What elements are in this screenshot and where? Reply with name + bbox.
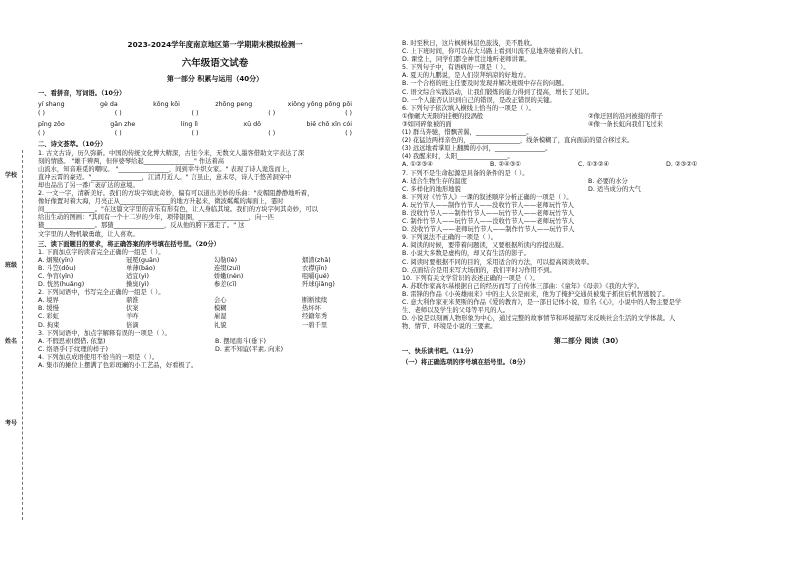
option: 会心 (214, 297, 227, 305)
right-line: 生、老师以及学生的父母等平凡的人。 (402, 307, 510, 315)
answer-row-1 (38, 110, 392, 118)
q2-line: 像好像置对着大海，月亮正从________________的地方升起来，微波粼粼的海面上，霎时 (38, 198, 284, 206)
pinyin: xū dō (243, 121, 261, 129)
cut-line (22, 150, 23, 520)
option: ①像碾大无限的挂梗的投涡般 (402, 112, 484, 120)
answer-blank[interactable]: ( ) (191, 110, 199, 118)
right-line: B. 没收竹节人——制作竹节人——玩竹节人——老师玩竹节人 (402, 209, 575, 217)
option-row (402, 121, 774, 129)
question: 2. 下列词语中，书写完全正确的一组是（ ）。 (38, 289, 165, 297)
right-line: 8. 下列对《竹节人》一课的叙述顺序分析正确的一项是（ ）。 (402, 193, 573, 201)
option: C. 多样化的地形地貌 (402, 185, 461, 193)
answer-blank[interactable]: ( ) (114, 130, 122, 138)
option: 雇湿 (214, 313, 227, 321)
right-line: A. 苏联作家高尔基根据自己的经历而写了自传体三部曲：《童年》《母亲》《我的大学》。 (402, 282, 644, 290)
option: C. 争宵(yīn) (38, 272, 74, 280)
right-line: C. 阅读时要根据不同的目的，采用适合的方法，可以提高阅读效率。 (402, 258, 594, 266)
exam-subtitle: 六年级语文试卷 (181, 58, 249, 69)
right-line: D. 课堂上，同学们都全神贯注地听老师讲课。 (402, 56, 531, 64)
option: 热坏坏 (302, 305, 321, 313)
margin-label-number: 考号 (5, 420, 18, 427)
option-row (402, 178, 774, 186)
q2-line: 给出生动的图画："其间有一个十二岁的少年，项带银圈，________________，向一匹 (38, 214, 274, 222)
option: ③如同碎象被的面 (402, 120, 452, 128)
option: 礼貌 (214, 321, 227, 329)
option-row (38, 281, 392, 289)
binding-margin (0, 0, 36, 561)
option: C. 络语乎(于纹理的样子) (38, 345, 108, 353)
q1-heading: 一、看拼音，写词语。（10分） (38, 90, 126, 97)
option: 一碧千里 (302, 321, 328, 329)
q2-heading: 二、诗文荟萃。（10分） (38, 141, 107, 149)
right-line: (1) 群马奔驰，惜飘苦翼，________________。 (402, 129, 533, 137)
right-line: B. 雷锋的作品《小英雄雨来》中的主人公是雨来，他为了掩护交通员被鬼子抓住后机智逃脱了。 (402, 290, 669, 298)
option: 连缀(zuì) (214, 264, 241, 272)
pinyin-row-1 (38, 101, 392, 109)
right-line: D. 点面结合是用来写大场面的，我们平时习作用不到。 (402, 266, 556, 274)
option: A. 适合生物生存的温度 (402, 177, 467, 185)
right-line: 9. 下列说法不正确的一项是（ ）。 (402, 234, 498, 242)
question: 4. 下列加点成语使用不恰当的一项是（ ）。 (38, 353, 159, 361)
option-row (38, 322, 392, 330)
option: ②像迂回的沿河被接的带子 (588, 112, 663, 120)
exam-title: 2023-2024学年度南京地区第一学期期末模拟检测一 (127, 40, 303, 49)
option: B. ②④③① (490, 161, 521, 169)
option-row (38, 257, 392, 265)
q2-line: 山流水，知音难觅的嘲叹。 "________________，间到幸牛织女家。" 表现了诗人诡选而上， (38, 165, 294, 173)
part-two-heading: 第二部分 阅读（30） (553, 337, 623, 346)
answer-blank[interactable]: ( ) (38, 110, 45, 118)
read-sec: 一、快乐读书吧。（11分） (402, 348, 477, 356)
right-line: B. 一个合格的班主任要及时发现并解决班级中存在的问题。 (402, 80, 568, 88)
option: C. ①③②④ (578, 161, 609, 169)
right-line: D. 没收竹节人——老师玩竹节人——制作竹节人——玩竹节人 (402, 226, 575, 234)
right-line: 物、情节、环境是小说的三要素。 (402, 323, 497, 331)
q2-line: 1. 古文古诗，历久弥新。中国的传统文化博大精深，古往今来，无数文人墨客借助文字表达了深 (38, 149, 305, 157)
pinyin-row-2 (38, 121, 392, 129)
pinyin: xiōng yōng pōng pōi (287, 101, 352, 109)
right-column (402, 40, 774, 367)
margin-label-school: 学校 (5, 172, 18, 179)
answer-blank[interactable]: ( ) (345, 130, 352, 138)
answer-blank[interactable]: ( ) (345, 110, 352, 118)
option: 羊咋 (126, 313, 139, 321)
option: 倍滴 (126, 321, 139, 329)
right-line: (4) 我醒来时，太阳________________。 (402, 153, 514, 161)
right-line: C. 意大利作家亚米契斯的作品《爱的教育》，是一部日记体小说，原名《心》，小说中的人物主要是学 (402, 299, 682, 306)
option: 操臭(yì) (126, 281, 149, 289)
right-line: 6. 下列句子依次填入横线上恰当的一项是（ ）。 (402, 104, 535, 112)
option: 勾勒(lè) (214, 256, 238, 264)
option: 适宜(yì) (126, 272, 149, 280)
pinyin: gān zhe (110, 121, 136, 129)
option: 经籍年秀 (302, 313, 328, 321)
option-row (38, 265, 392, 273)
right-line: 10. 下列有关文学常识的表述正确的一项是（ ）。 (402, 274, 539, 282)
answer-blank[interactable]: ( ) (191, 130, 199, 138)
right-line: A. 玩竹节人——制作竹节人——没收竹节人——老师玩竹节人 (402, 201, 574, 209)
right-line: D. 小说是以刻画人物形象为中心，通过完整的故事情节和环境描写来反映社会生活的文学体裁。人 (402, 315, 676, 323)
right-line: D. 一个人能否认识到自己的错误，是改正错误的关键。 (402, 96, 556, 104)
right-line: C. 语文综合实践活动，让我们锻炼的能力得到了提高，增长了见识。 (402, 88, 594, 96)
option: 冠冕(guān) (126, 256, 160, 264)
option: D. 素不知谊(平素, 向来) (215, 345, 284, 353)
answer-blank[interactable]: ( ) (38, 130, 45, 138)
right-line: B. 小说大多数是虚构的，却又有生活的影子。 (402, 250, 530, 258)
option: 娇嫩(nèn) (214, 272, 244, 280)
right-line: (2) 花猛边两样亲色的，________________，线条模糊了，直向面前的望合移过来。 (402, 137, 634, 145)
right-line: C. 上下班时间，你可以在大马路上看到川流不息地奔驰着的人们。 (402, 48, 587, 56)
option: 咀嚼(jué) (302, 272, 330, 280)
pinyin: pīng zōo (38, 121, 65, 129)
option: 衣襟(jīn) (302, 264, 327, 272)
option: ④像一条长虹向我们飞过来 (588, 120, 663, 128)
option: A. 境界 (38, 297, 59, 305)
question: 1. 下面加点字的读音完全正确的一组是（ ）。 (38, 248, 165, 256)
part-one-heading: 第一部分 积累与运用（40分） (166, 75, 264, 83)
option: 模糊 (214, 305, 227, 313)
pinyin: zhōng peng (215, 101, 253, 109)
pinyin: yí shang (38, 101, 65, 109)
answer-row-2 (38, 130, 392, 138)
option: 鼎淮 (126, 297, 139, 305)
option: D. 恍然(huǎng) (38, 281, 85, 289)
option-row (402, 186, 774, 194)
right-line: A. 阅读的时候，要带着问题读，又要根据所读内容提出疑。 (402, 242, 568, 250)
q2-line: 间________________。"在这篇文字里的音乐有形有色，让人身临其境。我们的方块字何其奇妙，可以 (38, 206, 318, 214)
answer-blank[interactable]: ( ) (268, 110, 276, 118)
option: 歼球(jiǎng) (302, 281, 335, 289)
pinyin: gè da (100, 101, 118, 109)
option: A. ①②③④ (402, 161, 433, 169)
option: 断断续续 (302, 297, 328, 305)
option: A. 炯殒(yīn) (38, 256, 74, 264)
option: B. 必要的水分 (588, 177, 628, 185)
q2-line: 刻的情感。 "雄千辨两，但伴婆琴给起________________" 作达着高 (38, 157, 225, 165)
right-line: 5. 下列句子中，有语病的一项是（ ）。 (402, 64, 510, 72)
option: 伏案 (126, 305, 139, 313)
pinyin: biē chō xīn cói (306, 121, 352, 129)
q2-line: 猹________________。那猹________________，反从他的胯下逃走了。" 这 (38, 222, 245, 230)
option-row (402, 161, 774, 169)
right-line: C. 制作竹节人——玩竹节人——没收竹节人——老师玩竹节人 (402, 218, 575, 226)
q2-line: 2. 一文一字，清新美好。我们的方块字如此奇妙，偏有可以道出美妙的乐曲："皮帽阻静静地听着， (38, 190, 314, 198)
pinyin: líng lì (180, 121, 198, 129)
option: A. 不假思索(假借, 依靠) (38, 337, 106, 345)
option: 烟渣(zhā) (302, 256, 331, 264)
option: C. 彩虹 (38, 313, 59, 321)
answer-blank[interactable]: ( ) (114, 110, 122, 118)
option-row (38, 273, 392, 281)
margin-label-name: 姓名 (5, 338, 18, 345)
option: B. 斗笠(dǒu) (38, 264, 76, 272)
option: A. 集市的摊位上摆满了色彩斑斓的小工艺品，好看极了。 (38, 362, 198, 369)
q2-line: 文字里的人物机敏勇敢，让人喜欢。 (38, 230, 139, 238)
right-line: 7. 下列不是生命起源是具备的条件的是（ ）。 (402, 169, 529, 177)
margin-label-class: 班级 (5, 262, 18, 269)
question: 3. 下列词语中，加点字解释有误的一项是（ ）。 (38, 329, 171, 337)
left-column (38, 40, 392, 370)
read-subsec: （一）将正确选项的序号填在括号里。（8分） (402, 358, 530, 366)
right-line: A. 夏天的九鹏说，是人们崇拜纳凉的好地方。 (402, 72, 530, 80)
option: D. ②③②① (666, 161, 698, 169)
pinyin: kōng kōi (153, 101, 180, 109)
option: 单薄(báo) (126, 264, 156, 272)
q2-line: 直冲云霄的豪迈。"________________，江清月近人。" 言虽止，意未尽，诗人于悠苦洞穿中 (38, 173, 292, 181)
option: B. 缓慢 (38, 305, 59, 313)
option-row (38, 313, 392, 321)
q3-heading: 三、读下面题目的要求，将正确答案的序号填在括号里。（20分） (38, 240, 220, 248)
option-row (38, 338, 392, 346)
right-line: B. 时至秋日，这片枫树林层色旅浅，美不胜收。 (402, 40, 537, 47)
option: B. 摆尾南斗(垂下) (215, 337, 267, 345)
option-row (402, 113, 774, 121)
q2-line: 却也品出了另一番广袤矿达的意境。 (38, 181, 139, 189)
right-line: (3) 远远地看掌原上翻腾的小河，________________。 (402, 145, 552, 153)
answer-blank[interactable]: ( ) (268, 130, 276, 138)
option: 参差(cī) (214, 281, 237, 289)
option: D. 拘束 (38, 321, 60, 329)
option: D. 适当成分的大气 (588, 185, 641, 193)
option-row (38, 346, 392, 354)
